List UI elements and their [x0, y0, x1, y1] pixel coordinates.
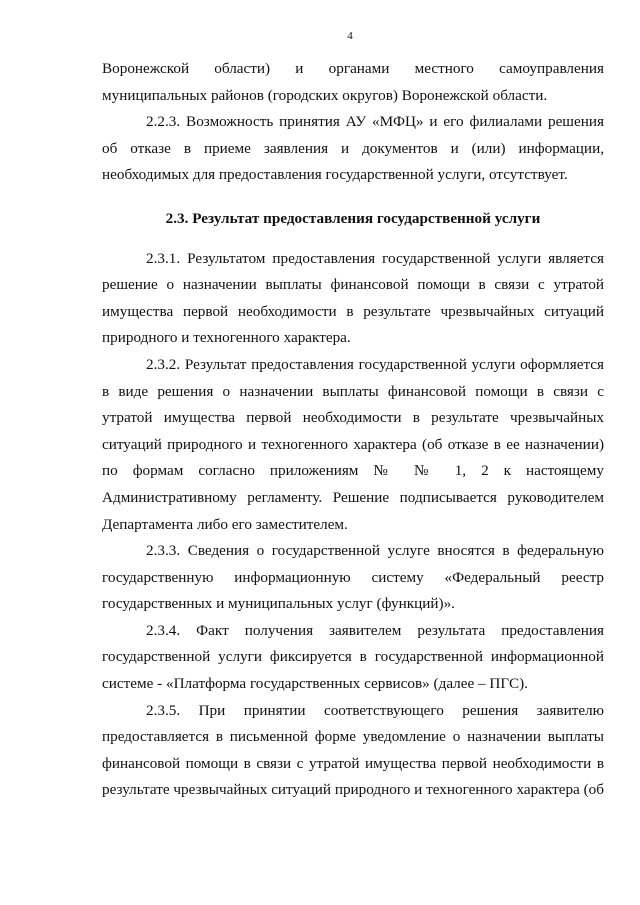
paragraph-2-3-5: 2.3.5. При принятии соответствующего решения заявителю предоставляется в письменной форме уведомление о назначении выплаты финансовой помощи в связи с утратой имущества первой необходимости в результате чрезвычайных ситуаций природного и техногенного характера (об: [102, 701, 604, 799]
document-body: [102, 56, 604, 804]
paragraph-continuation: Воронежской области) и органами местного самоуправления муниципальных районов (городских округов) Воронежской области.: [102, 60, 604, 104]
paragraph-2-3-4: 2.3.4. Факт получения заявителем результата предоставления государственной услуги фиксируется в государственной информационной системе - «Платформа государственных сервисов» (далее – ПГС).: [102, 621, 604, 693]
paragraph-2-3-3: 2.3.3. Сведения о государственной услуге вносятся в федеральную государственную информационную систему «Федеральный реестр государственных и муниципальных услуг (функций)».: [102, 542, 604, 613]
paragraph-2-3-2: 2.3.2. Результат предоставления государственной услуги оформляется в виде решения о назначении выплаты финансовой помощи в связи с утратой имущества первой необходимости в результате чрезвычайных ситуаций природного и техногенного характера (об отказе в ее назначении) по формам согласно приложениям № № 1, 2 к настоящему Административному регламенту. Решение подписывается руководителем Департамента либо его заместителем.: [102, 355, 604, 533]
paragraph-2-3-1: 2.3.1. Результатом предоставления государственной услуги является решение о назначении выплаты финансовой помощи в связи с утратой имущества первой необходимости в результате чрезвычайных ситуаций природного и техногенного характера.: [102, 249, 604, 347]
paragraph-2-2-3: 2.2.3. Возможность принятия АУ «МФЦ» и его филиалами решения об отказе в приеме заявления и документов и (или) информации, необходимых для предоставления государственной услуги, отсутствует.: [102, 113, 604, 184]
section-heading-2-3: 2.3. Результат предоставления государственной услуги: [165, 209, 541, 227]
page-number: 4: [347, 30, 353, 42]
